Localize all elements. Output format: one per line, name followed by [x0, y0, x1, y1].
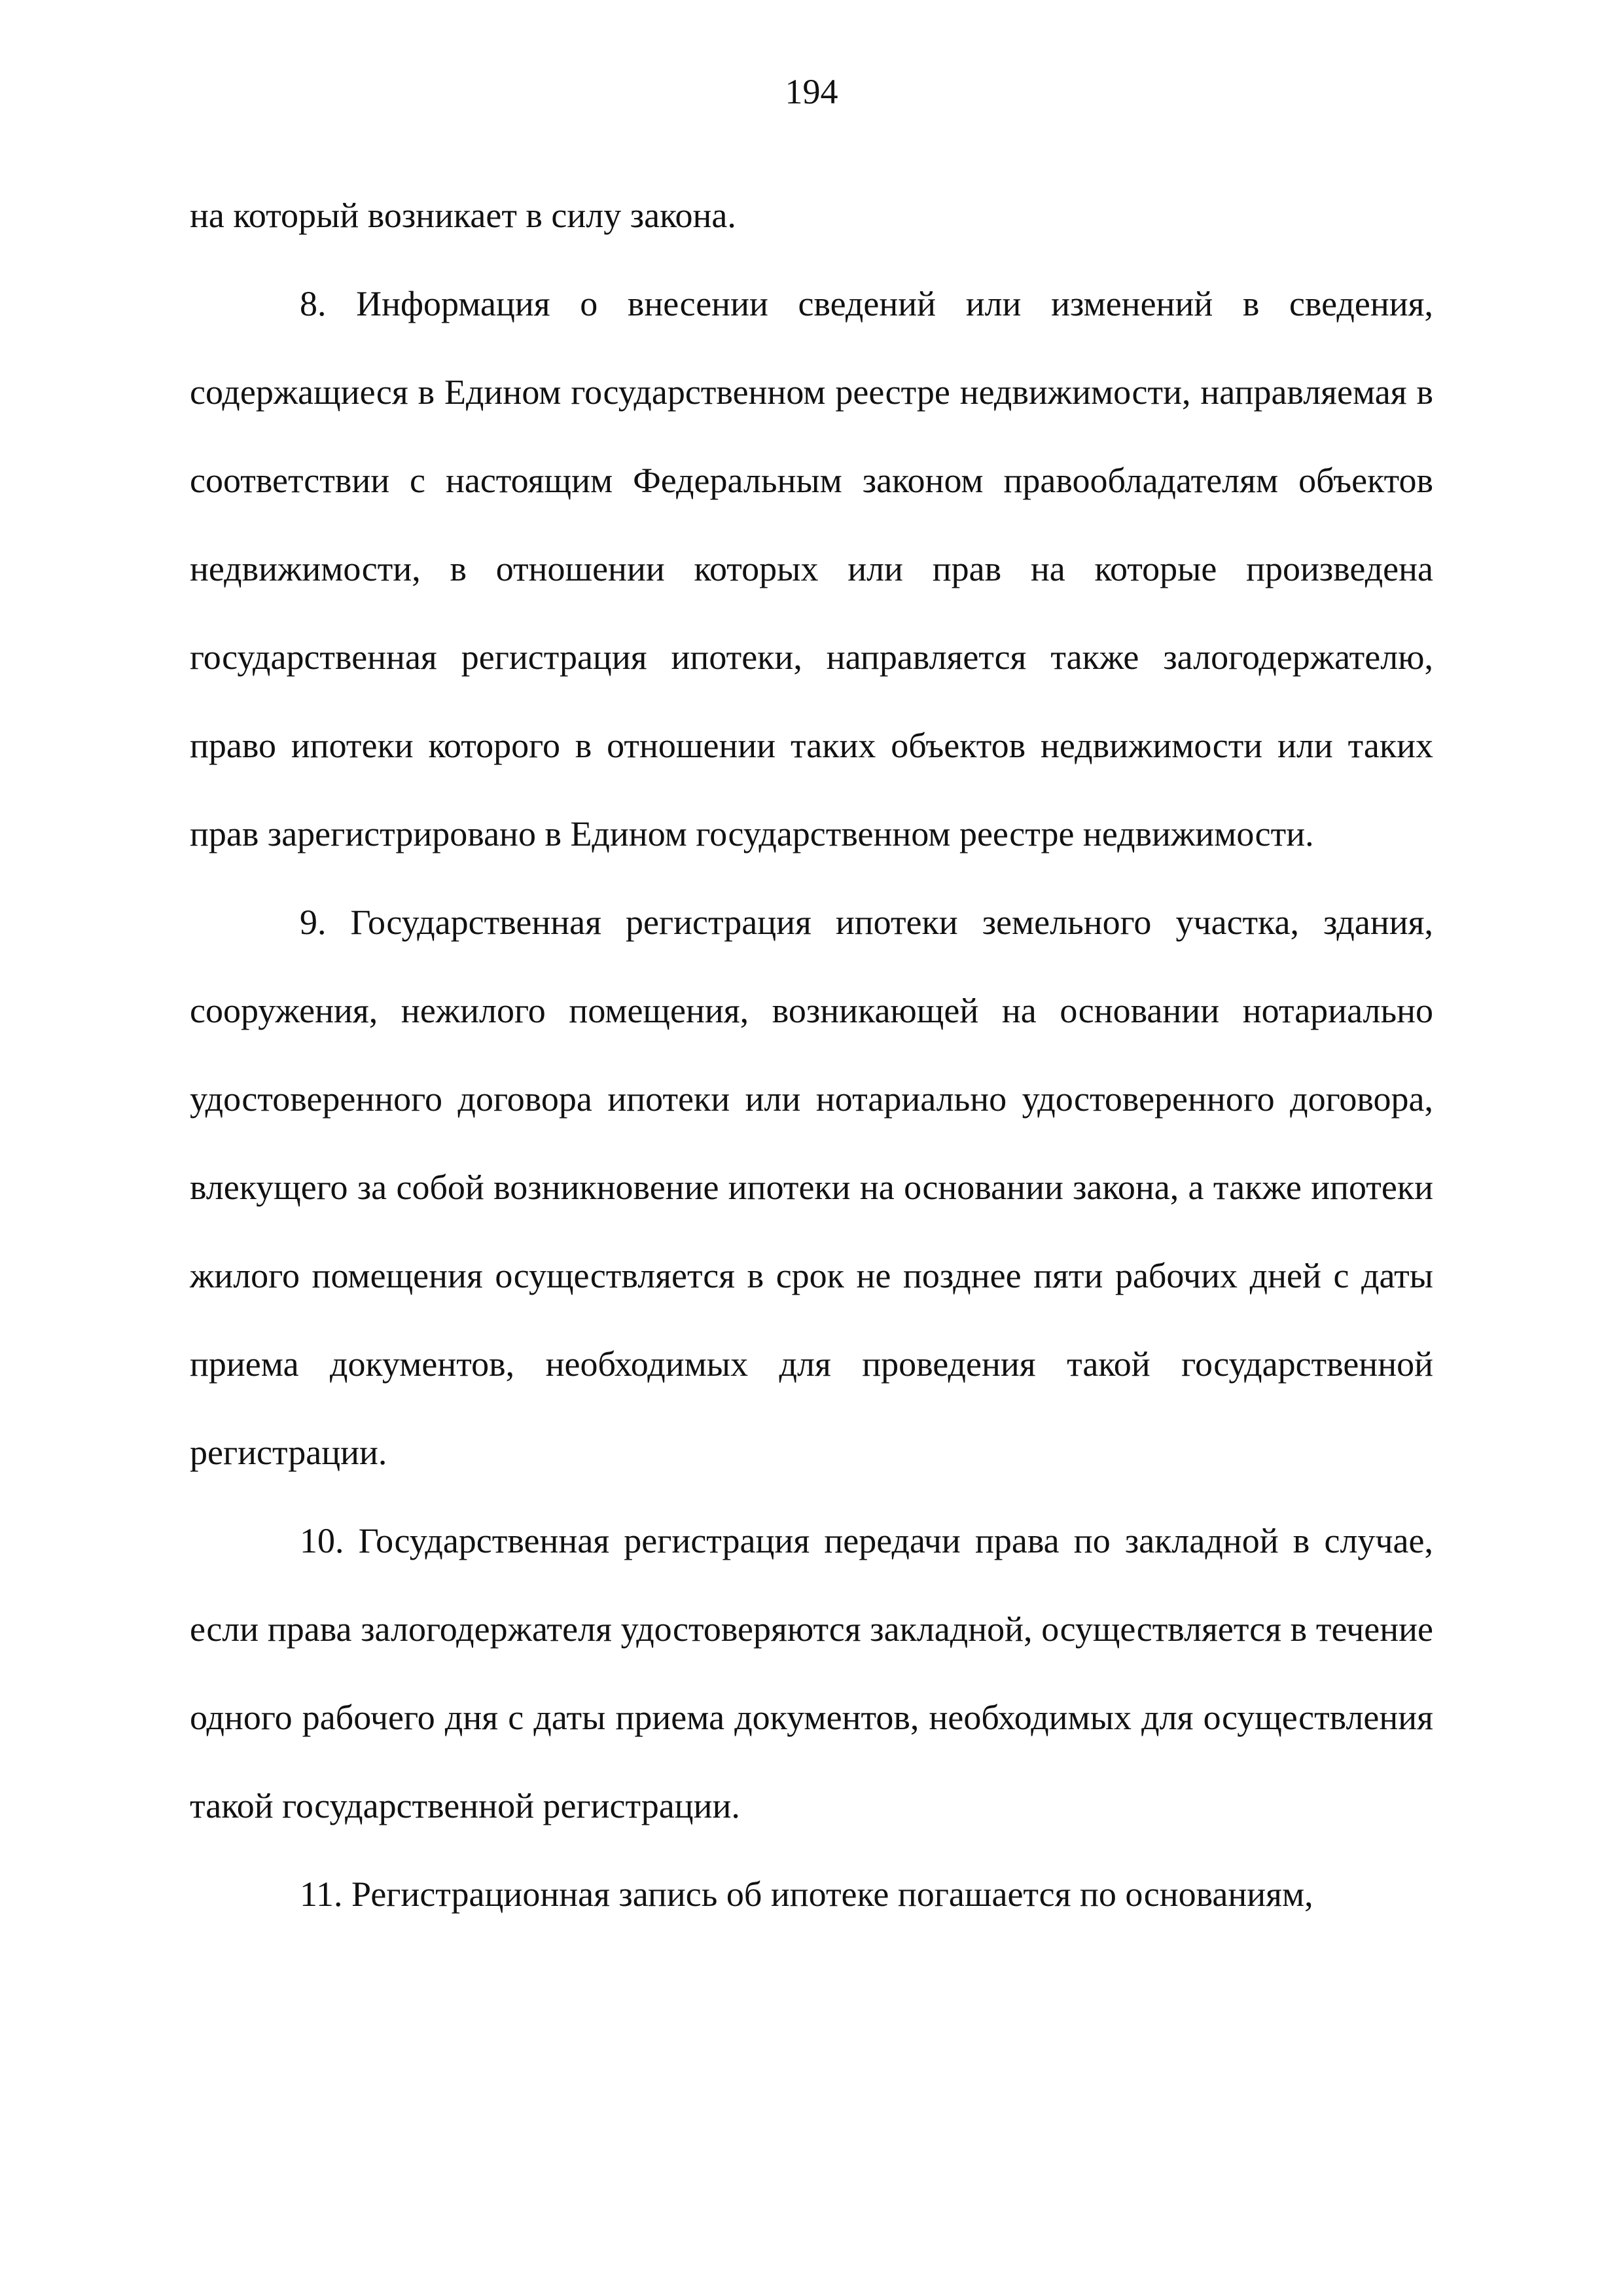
paragraph-9: 9. Государственная регистрация ипотеки земельного участка, здания, сооружения, нежилого помещения, возникающей на основании нотариально удостоверенного договора ипотеки или нотариально удостоверенного договора, влекущего за собой возникновение ипотеки на основании закона, а также ипотеки жилого помещения осуществляется в срок не позднее пяти рабочих дней с даты приема документов, необходимых для проведения такой государственной регистрации.: [190, 903, 1433, 1472]
paragraph-11: 11. Регистрационная запись об ипотеке погашается по основаниям,: [300, 1874, 1313, 1914]
paragraph-continuation: на который возникает в силу закона.: [190, 196, 736, 235]
paragraph-10: 10. Государственная регистрация передачи права по закладной в случае, если права залогодержателя удостоверяются закладной, осуществляется в течение одного рабочего дня с даты приема документов, необходимых для осуществления такой государственной регистрации.: [190, 1521, 1433, 1825]
paragraph-8: 8. Информация о внесении сведений или изменений в сведения, содержащиеся в Едином государственном реестре недвижимости, направляемая в соответствии с настоящим Федеральным законом правообладателям объектов недвижимости, в отношении которых или прав на которые произведена государственная регистрация ипотеки, направляется также залогодержателю, право ипотеки которого в отношении таких объектов недвижимости или таких прав зарегистрировано в Едином государственном реестре недвижимости.: [190, 284, 1433, 853]
document-body: [190, 171, 1433, 1939]
page-number: 194: [785, 72, 838, 111]
